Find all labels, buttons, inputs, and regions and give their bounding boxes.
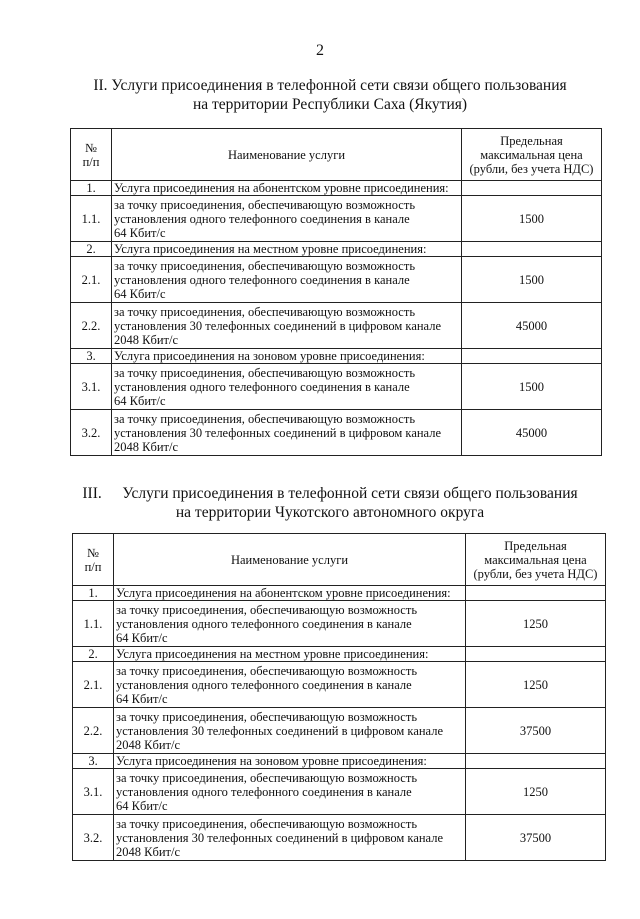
table-group-row	[73, 647, 606, 662]
service-name: за точку присоединения, обеспечивающую возможность установления 30 телефонных соединений в цифровом канале 2048 Кбит/с	[114, 815, 466, 861]
table-row	[71, 410, 602, 456]
table-row	[73, 662, 606, 708]
row-number: 2.	[73, 647, 114, 662]
section-title-yakutia	[60, 76, 600, 114]
table-group-row	[73, 754, 606, 769]
header-num: № п/п	[71, 129, 112, 181]
section-title-chukotka	[60, 484, 600, 522]
section-title-line-1: II. Услуги присоединения в телефонной сети связи общего пользования	[93, 77, 567, 94]
section-number: III.	[82, 485, 102, 502]
price-value: 1500	[462, 196, 602, 242]
price-value: 1500	[462, 364, 602, 410]
header-name: Наименование услуги	[112, 129, 462, 181]
table-group-row	[71, 242, 602, 257]
table-header-row	[71, 129, 602, 181]
service-name: Услуга присоединения на местном уровне присоединения:	[114, 647, 466, 662]
section-title-line-2: на территории Чукотского автономного округа	[175, 504, 485, 521]
table-row	[73, 815, 606, 861]
row-number: 2.2.	[73, 708, 114, 754]
table-row	[73, 769, 606, 815]
price-value	[462, 181, 602, 196]
price-value: 45000	[462, 303, 602, 349]
row-number: 3.	[73, 754, 114, 769]
service-name: за точку присоединения, обеспечивающую возможность установления одного телефонного соединения в канале 64 Кбит/с	[112, 196, 462, 242]
row-number: 2.1.	[73, 662, 114, 708]
table-group-row	[71, 181, 602, 196]
service-name: Услуга присоединения на зоновом уровне присоединения:	[112, 349, 462, 364]
table-header-row	[73, 534, 606, 586]
row-number: 3.1.	[71, 364, 112, 410]
row-number: 3.2.	[73, 815, 114, 861]
service-name: за точку присоединения, обеспечивающую возможность установления 30 телефонных соединений в цифровом канале 2048 Кбит/с	[112, 410, 462, 456]
service-name: за точку присоединения, обеспечивающую возможность установления одного телефонного соединения в канале 64 Кбит/с	[114, 769, 466, 815]
table-group-row	[71, 349, 602, 364]
row-number: 1.1.	[73, 601, 114, 647]
price-value: 1250	[466, 769, 606, 815]
price-value: 45000	[462, 410, 602, 456]
price-table-yakutia	[70, 128, 602, 456]
price-value	[466, 647, 606, 662]
header-price: Предельная максимальная цена (рубли, без учета НДС)	[466, 534, 606, 586]
table-group-row	[73, 586, 606, 601]
service-name: за точку присоединения, обеспечивающую возможность установления одного телефонного соединения в канале 64 Кбит/с	[114, 601, 466, 647]
table-row	[71, 257, 602, 303]
table-row	[71, 196, 602, 242]
page-number: 2	[316, 42, 324, 59]
service-name: Услуга присоединения на абонентском уровне присоединения:	[114, 586, 466, 601]
price-value: 1250	[466, 601, 606, 647]
section-title-line-2: на территории Республики Саха (Якутия)	[192, 96, 468, 113]
table-row	[71, 364, 602, 410]
table-row	[71, 303, 602, 349]
row-number: 2.1.	[71, 257, 112, 303]
section-title-line-1	[60, 484, 600, 503]
price-value	[466, 586, 606, 601]
price-value: 37500	[466, 815, 606, 861]
header-name: Наименование услуги	[114, 534, 466, 586]
row-number: 3.	[71, 349, 112, 364]
row-number: 1.	[71, 181, 112, 196]
price-table-chukotka	[72, 533, 606, 861]
row-number: 3.2.	[71, 410, 112, 456]
service-name: за точку присоединения, обеспечивающую возможность установления одного телефонного соединения в канале 64 Кбит/с	[112, 257, 462, 303]
header-num: № п/п	[73, 534, 114, 586]
row-number: 1.	[73, 586, 114, 601]
service-name: Услуга присоединения на зоновом уровне присоединения:	[114, 754, 466, 769]
price-value: 1500	[462, 257, 602, 303]
service-name: Услуга присоединения на местном уровне присоединения:	[112, 242, 462, 257]
row-number: 2.2.	[71, 303, 112, 349]
header-price: Предельная максимальная цена (рубли, без учета НДС)	[462, 129, 602, 181]
price-value: 1250	[466, 662, 606, 708]
row-number: 3.1.	[73, 769, 114, 815]
service-name: за точку присоединения, обеспечивающую возможность установления 30 телефонных соединений в цифровом канале 2048 Кбит/с	[112, 303, 462, 349]
service-name: Услуга присоединения на абонентском уровне присоединения:	[112, 181, 462, 196]
service-name: за точку присоединения, обеспечивающую возможность установления одного телефонного соединения в канале 64 Кбит/с	[114, 662, 466, 708]
table-row	[73, 708, 606, 754]
table-row	[73, 601, 606, 647]
price-value: 37500	[466, 708, 606, 754]
price-value	[462, 242, 602, 257]
price-value	[466, 754, 606, 769]
price-value	[462, 349, 602, 364]
section-title-text: Услуги присоединения в телефонной сети связи общего пользования	[122, 485, 578, 502]
service-name: за точку присоединения, обеспечивающую возможность установления 30 телефонных соединений в цифровом канале 2048 Кбит/с	[114, 708, 466, 754]
service-name: за точку присоединения, обеспечивающую возможность установления одного телефонного соединения в канале 64 Кбит/с	[112, 364, 462, 410]
row-number: 1.1.	[71, 196, 112, 242]
row-number: 2.	[71, 242, 112, 257]
